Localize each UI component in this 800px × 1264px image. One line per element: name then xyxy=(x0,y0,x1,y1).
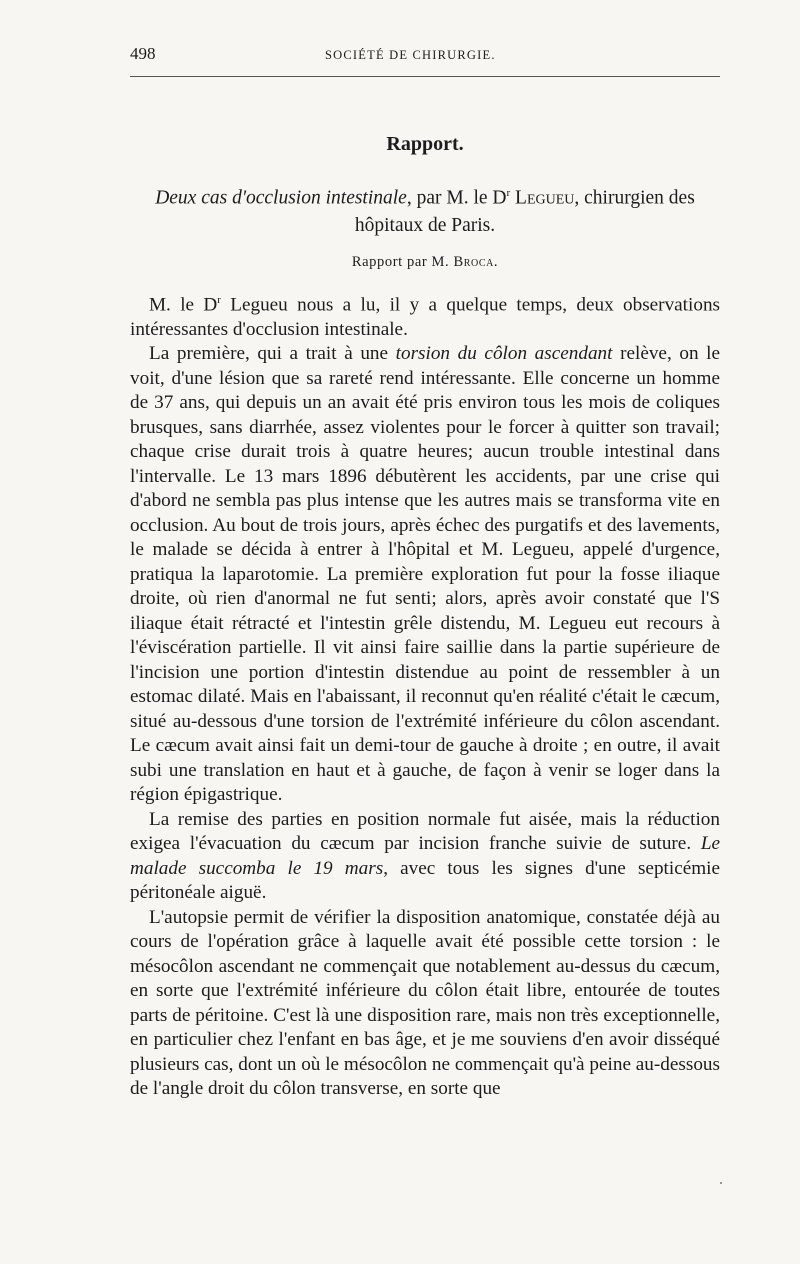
paragraph-4: L'autopsie permit de vérifier la disposition anatomique, constatée déjà au cours de l'opération grâce à laquelle avait été possible cette torsion : le mésocôlon ascendant ne commençait que notablement au-dessus du cæcum, en sorte que l'extrémité inférieure du côlon était libre, entourée de toutes parts de péritoine. C'est là une disposition rare, mais non très exceptionnelle, en particulier chez l'enfant en bas âge, et je me souviens d'en avoir disséqué plusieurs cas, dont un où le mésocôlon ne commençait qu'à peine au-dessous de l'angle droit du côlon transverse, en sorte que xyxy=(130,906,720,1100)
article-title xyxy=(130,180,720,239)
paragraph-1 xyxy=(130,288,720,342)
article-title-italic: Deux cas d'occlusion intestinale xyxy=(155,187,407,209)
paragraph-1-text-a: M. le D xyxy=(149,294,218,316)
article-body xyxy=(130,288,720,1102)
paragraph-3 xyxy=(130,808,720,906)
paragraph-2-italic: torsion du côlon ascendant xyxy=(395,343,613,365)
article-title-superscript: r xyxy=(506,187,511,199)
article-author: Legueu xyxy=(515,187,575,209)
article-title-par: , par M. le D xyxy=(406,187,507,209)
running-title: SOCIÉTÉ DE CHIRURGIE. xyxy=(325,48,496,62)
paragraph-1-text-b: Legueu nous a lu, il y a quelque temps, deux observations intéressantes d'occlusion intestinale. xyxy=(130,294,721,340)
paragraph-3-italic: Le malade succomba le 19 mars xyxy=(130,833,720,879)
paper-fleck xyxy=(720,1182,722,1184)
article-title-rest: , chirurgien des hôpitaux de Paris. xyxy=(354,187,695,236)
running-header xyxy=(130,44,720,68)
paragraph-2-text-a: La première, qui a trait à une xyxy=(149,343,396,365)
page-number: 498 xyxy=(130,44,156,63)
paragraph-1-superscript: r xyxy=(217,294,221,306)
header-rule xyxy=(130,76,720,77)
rapporteur-name: Broca. xyxy=(453,254,499,270)
paragraph-3-text-b: , avec tous les signes d'une septicémie péritonéale aiguë. xyxy=(130,857,720,904)
rapport-byline xyxy=(130,254,720,271)
paragraph-2 xyxy=(130,342,720,808)
rapport-byline-text: Rapport par M. xyxy=(351,254,454,270)
paragraph-2-text-b: relève, on le voit, d'une lésion que sa rareté rend intéressante. Elle concerne un homme de 37 ans, qui depuis un an avait été pris environ tous les mois de coliques brusques, sans diarrhée, assez violentes pour le forcer à quitter son travail; chaque crise durait trois à quatre heures; aucun trouble intestinal dans l'intervalle. Le 13 mars 1896 débutèrent les accidents, par une crise qui d'abord ne sembla pas plus intense que les autres mais se transforma vite en occlusion. Au bout de trois jours, après échec des purgatifs et des lavements, le malade se décida à entrer à l'hôpital et M. Legueu, appelé d'urgence, pratiqua la laparotomie. La première exploration fut pour la fosse iliaque droite, où rien d'anormal ne fut senti; alors, après avoir constaté que l'S iliaque était rétracté et l'intestin grêle distendu, M. Legueu eut recours à l'éviscération partielle. Il vit ainsi faire saillie dans la partie supérieure de l'incision une portion d'intestin distendue au point de ressembler à un estomac dilaté. Mais en l'abaissant, il reconnut qu'en réalité c'était le cæcum, situé au-dessous d'une torsion de l'extrémité inférieure du côlon ascendant. Le cæcum avait ainsi fait un demi-tour de gauche à droite ; en outre, il avait subi une translation en haut et à gauche, de façon à venir se loger dans la région épigastrique. xyxy=(130,343,720,806)
section-heading: Rapport. xyxy=(386,133,464,155)
paragraph-3-text-a: La remise des parties en position normale fut aisée, mais la réduction exigea l'évacuation du cæcum par incision franche suivie de suture. xyxy=(130,808,720,855)
